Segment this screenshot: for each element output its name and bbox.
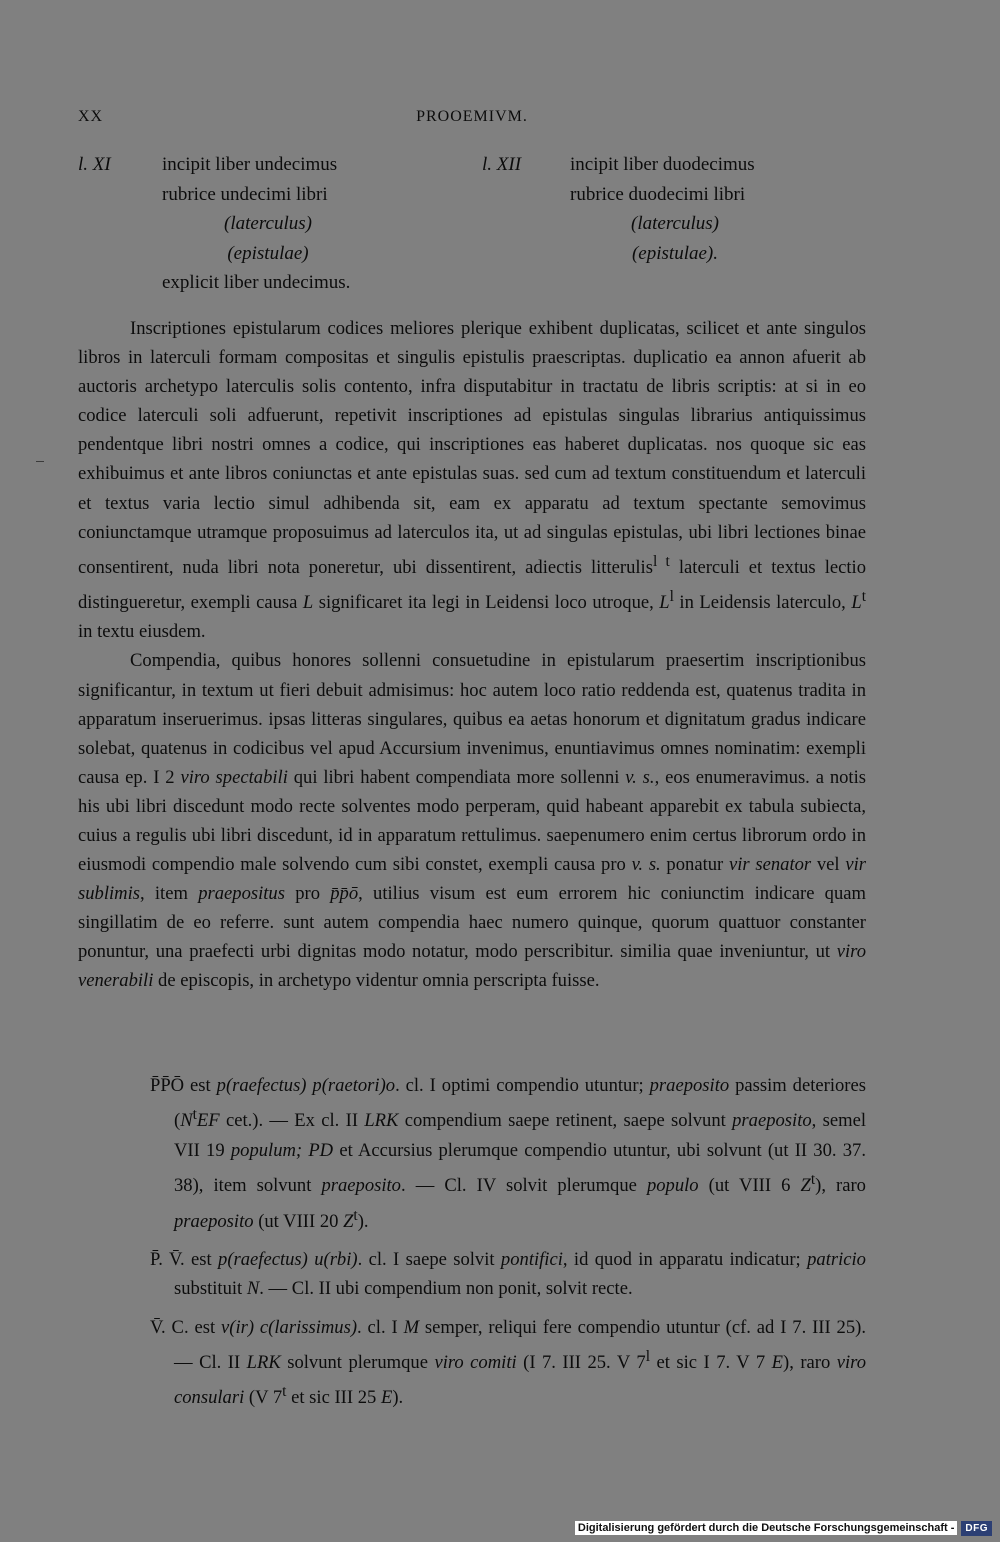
outline-line: (epistulae) bbox=[227, 242, 309, 264]
outline-line: (epistulae). bbox=[631, 242, 718, 264]
outline-line: rubrice undecimi libri bbox=[162, 183, 328, 205]
dfg-logo: DFG bbox=[961, 1521, 992, 1536]
outline-line: rubrice duodecimi libri bbox=[570, 183, 746, 205]
paragraph: Inscriptiones epistularum codices meliores plerique exhibent duplicatas, scilicet et ante singulos libros in laterculi formam compositas et singulis epistulis praescriptas. duplicatio ea annon afuerit ab auctoris archetypo laterculis solis contento, infra disputabitur in tractatu de libris scriptis: at si in eo codice laterculi soli adfuerunt, repetivit inscriptiones ad epistulas singulas librarius antiquissimus pendentque libri nostri omnes a codice, qui inscriptiones eas haberet duplicatas. nos quoque sic eas exhibuimus et ante libros coniunctas et ante epistulas suas. sed cum ad textum constituendum et laterculi et textus varia lectio simul adhibenda sit, eam ex apparatu ad textum spectante semovimus coniunctamque utramque proposuimus ad laterculos ita, ut ad singulas epistulas, ubi libri lectiones binae consentirent, nuda libri nota poneretur, ubi dissentirent, adiectis litterulis$^{l t}$ laterculi et textus lectio distingueretur, exempli causa L significaret ita legi in Leidensi loco utroque, $L^l$ in Leidensis laterculo, $L^t$ in textu eiusdem. bbox=[78, 318, 866, 643]
outline-line: explicit liber undecimus. bbox=[162, 272, 351, 293]
abbreviation: V̄. C. bbox=[150, 1316, 189, 1338]
digitization-credit bbox=[575, 1519, 992, 1537]
running-title: PROOEMIVM. bbox=[416, 108, 528, 125]
abbreviation: P̄. V̄. bbox=[150, 1249, 185, 1271]
credit-text: Digitalisierung gefördert durch die Deutsche Forschungsgemeinschaft - bbox=[575, 1521, 958, 1535]
page-number: XX bbox=[78, 108, 104, 125]
outline-line: incipit liber duodecimus bbox=[570, 154, 755, 175]
body-text bbox=[78, 314, 866, 996]
book-xi-label: l. XI bbox=[78, 154, 111, 175]
abbreviation-list bbox=[150, 1071, 866, 1422]
book-xi-outline bbox=[78, 150, 418, 300]
outline-line: incipit liber undecimus bbox=[162, 154, 338, 175]
abbreviation: P̄P̄Ō bbox=[150, 1075, 185, 1096]
book-xii-outline bbox=[482, 150, 822, 270]
page-header bbox=[78, 108, 866, 132]
paragraph: Compendia, quibus honores sollenni consuetudine in epistularum praesertim inscriptionibus significantur, in textum ut fieri debuit admisimus: hoc autem loco ratio reddenda est, quatenus tradita in apparatum inseruerimus. ipsas litteras singulares, quibus ea aetas honorum et dignitatum gradus indicare solebat, quatenus in codicibus vel apud Accursium invenimus, enuntiavimus omnes nominatim: exempli causa ep. I 2 viro spectabili qui libri habent compendiata more sollenni v. s., eos enumeravimus. a notis his ubi libri discedunt modo recte solventes modo perperam, quid habeant apparebit ex tabula subiecta, cuius a regulis ubi libri discedunt, id in apparatum rettulimus. saepenumero enim certus librorum ordo in eiusmodi compendio male solvendo cum sibi constet, exempli causa pro v. s. ponatur vir senator vel vir sublimis, item praepositus pro p̄p̄ō, utilius visum est eum errorem hic coniunctim indicare quam singillatim de eo referre. sunt autem compendia haec numero quinque, quorum quattuor constanter ponuntur, una praefecti urbi dignitas modo notatur, modo perscribitur. similia quae inveniuntur, ut viro venerabili de episcopis, in archetypo videntur omnia perscripta fuisse. bbox=[78, 650, 866, 992]
abbreviation-entry: V̄. C. est v(ir) c(larissimus). cl. I M semper, reliqui fere compendio utuntur (cf. ad I 7. III 25). — Cl. II LRK solvunt plerumque viro comiti (I 7. III 25. V 7$^l$ et sic I 7. V 7 E), raro viro consulari (V 7$^t$ et sic III 25 E). bbox=[150, 1316, 866, 1409]
scan-mark bbox=[36, 461, 44, 462]
abbreviation-entry: P̄. V̄. est p(raefectus) u(rbi). cl. I saepe solvit pontifici, id quod in apparatu indicatur; patricio substituit N. — Cl. II ubi compendium non ponit, solvit recte. bbox=[150, 1249, 866, 1300]
abbreviation-entry: P̄P̄Ō est p(raefectus) p(raetori)o. cl. I optimi compendio utuntur; praeposito passim deteriores ($N^tEF$ cet.). — Ex cl. II LRK compendium saepe retinent, saepe solvunt praeposito, semel VII 19 populum; PD et Accursius plerumque compendio utuntur, ubi solvunt (ut II 30. 37. 38), item solvunt praeposito. — Cl. IV solvit plerumque populo (ut VIII 6 $Z^t$), raro praeposito (ut VIII 20 $Z^t$). bbox=[150, 1075, 867, 1232]
outline-line: (laterculus) bbox=[224, 213, 312, 234]
book-xii-label: l. XII bbox=[482, 154, 522, 175]
outline-line: (laterculus) bbox=[631, 213, 719, 234]
